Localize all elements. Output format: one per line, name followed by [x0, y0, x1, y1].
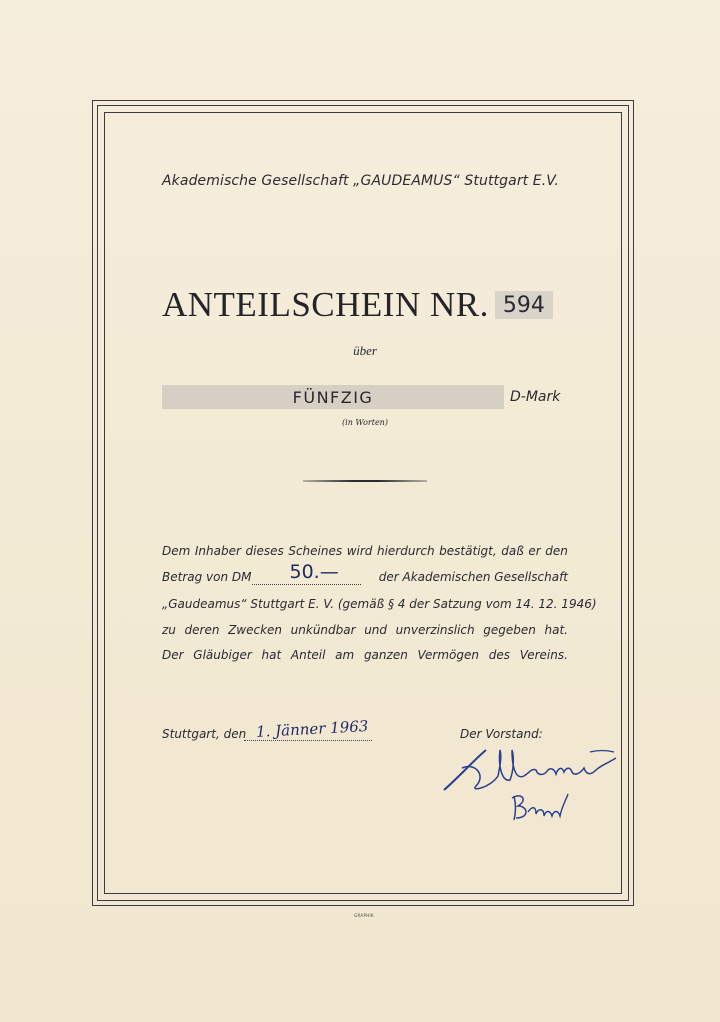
body-word: Der	[162, 648, 184, 662]
body-word: hat	[261, 648, 282, 662]
body-word: dieses	[245, 544, 284, 558]
printer-mark: GRAPHIK	[354, 913, 374, 918]
board-label: Der Vorstand:	[460, 727, 543, 741]
betrag-label: Betrag von DM	[162, 570, 252, 584]
certificate-number: 594	[495, 291, 553, 319]
certificate-title: ANTEILSCHEIN NR.	[162, 285, 489, 324]
body-line-3: „Gaudeamus“ Stuttgart E. V. (gemäß § 4 der Satzung vom 14. 12. 1946)	[162, 597, 597, 611]
betrag-value: 50.—	[289, 561, 339, 583]
body-word: den	[545, 544, 568, 558]
place-label: Stuttgart, den	[162, 727, 247, 741]
body-word: bestätigt,	[439, 544, 497, 558]
organization-name: Akademische Gesellschaft „GAUDEAMUS“ Stuttgart E.V.	[162, 173, 559, 189]
body-line-4	[162, 623, 568, 637]
ueber-label: über	[353, 343, 377, 358]
body-word: am	[335, 648, 355, 662]
body-word: Anteil	[290, 648, 326, 662]
body-word: gegeben	[483, 623, 536, 637]
body-word: unkündbar	[290, 623, 356, 637]
body-word: hat.	[544, 623, 568, 637]
amount-in-words: FÜNFZIG	[162, 385, 504, 409]
body-word: Vereins.	[519, 648, 568, 662]
body-word: Inhaber	[194, 544, 241, 558]
body-word: des	[488, 648, 510, 662]
body-word: ganzen	[363, 648, 408, 662]
body-line-1	[162, 544, 568, 558]
body-word: wird	[346, 544, 373, 558]
body-line-5	[162, 648, 568, 662]
body-word: Dem	[162, 544, 191, 558]
signature-braud	[508, 790, 574, 824]
title-row	[162, 283, 553, 327]
body-word: Vermögen	[417, 648, 479, 662]
betrag-suffix: der Akademischen Gesellschaft	[378, 570, 568, 584]
body-word: Scheines	[288, 544, 343, 558]
body-word: hierdurch	[376, 544, 435, 558]
issue-date: 1. Jänner 1963	[255, 717, 369, 741]
currency-label: D-Mark	[510, 389, 561, 405]
body-word: unverzinslich	[395, 623, 475, 637]
body-word: er	[528, 544, 541, 558]
body-word: zu	[162, 623, 176, 637]
in-words-note: (in Worten)	[342, 418, 388, 427]
body-word: Zwecken	[228, 623, 283, 637]
body-word: deren	[184, 623, 220, 637]
body-word: und	[364, 623, 388, 637]
body-word: Gläubiger	[193, 648, 252, 662]
body-word: daß	[501, 544, 524, 558]
betrag-field	[252, 561, 361, 585]
body-line-2	[162, 561, 568, 585]
decorative-rule	[303, 480, 427, 482]
